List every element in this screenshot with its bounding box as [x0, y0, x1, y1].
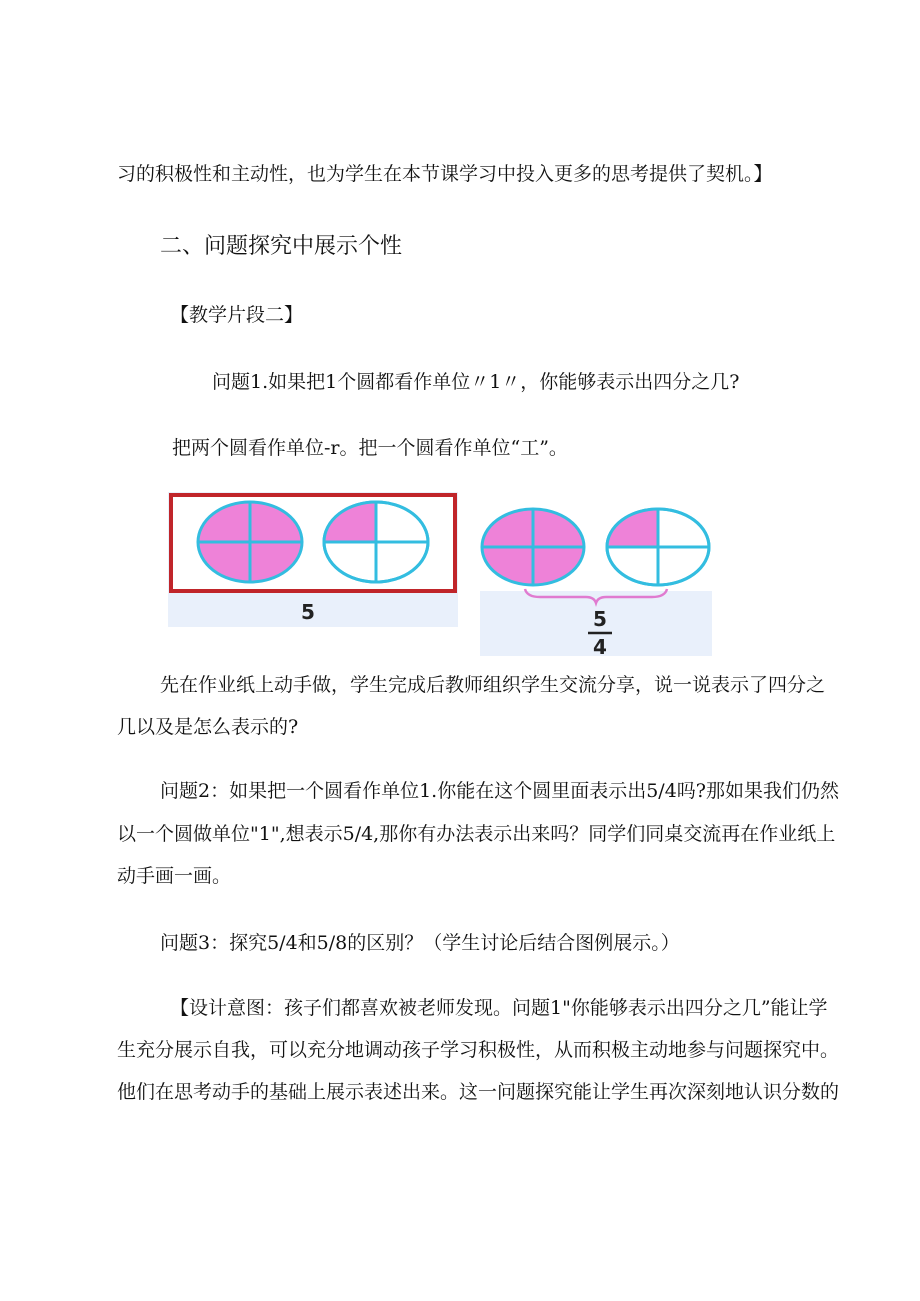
circle-one-quarter [324, 502, 428, 582]
activity-line-2: 几以及是怎么表示的? [117, 716, 299, 738]
question-2-line-2: 以一个圆做单位"1",想表示5/4,那你有办法表示出来吗？同学们同桌交流再在作业纸上 [117, 823, 836, 845]
figure-right-svg [480, 505, 712, 656]
design-intent-line-2: 生充分展示自我，可以充分地调动孩子学习积极性，从而积极主动地参与问题探究中。 [117, 1039, 840, 1061]
figure-left-label: 5 [301, 600, 315, 624]
fraction-denominator: 4 [593, 635, 607, 659]
figure-two-circles-boxed [168, 492, 458, 627]
question-1-note: 把两个圆看作单位-r。把一个圆看作单位“工”。 [172, 437, 568, 459]
activity-line-1: 先在作业纸上动手做，学生完成后教师组织学生交流分享，说一说表示了四分之 [160, 674, 826, 696]
fraction-numerator: 5 [593, 607, 607, 631]
paragraph-continuation: 习的积极性和主动性，也为学生在本节课学习中投入更多的思考提供了契机。】 [117, 163, 773, 185]
question-1: 问题1.如果把1个圆都看作单位〃1〃，你能够表示出四分之几? [212, 371, 740, 393]
question-2-line-3: 动手画一画。 [117, 865, 232, 887]
section-heading: 二、问题探究中展示个性 [160, 234, 403, 259]
circle-full [198, 502, 302, 582]
circle-full-right [482, 509, 584, 585]
design-intent-line-3: 他们在思考动手的基础上展示表述出来。这一问题探究能让学生再次深刻地认识分数的 [117, 1081, 840, 1103]
figure-two-circles-brace [480, 505, 712, 659]
design-intent-line-1: 【设计意图：孩子们都喜欢被老师发现。问题1"你能够表示出四分之几”能让学 [170, 997, 828, 1019]
question-2-line-1: 问题2：如果把一个圆看作单位1.你能在这个圆里面表示出5/4吗?那如果我们仍然 [160, 780, 839, 802]
section-label: 【教学片段二】 [170, 304, 304, 326]
circle-one-quarter-right [607, 509, 709, 585]
question-3: 问题3：探究5/4和5/8的区别？（学生讨论后结合图例展示。） [160, 932, 680, 954]
